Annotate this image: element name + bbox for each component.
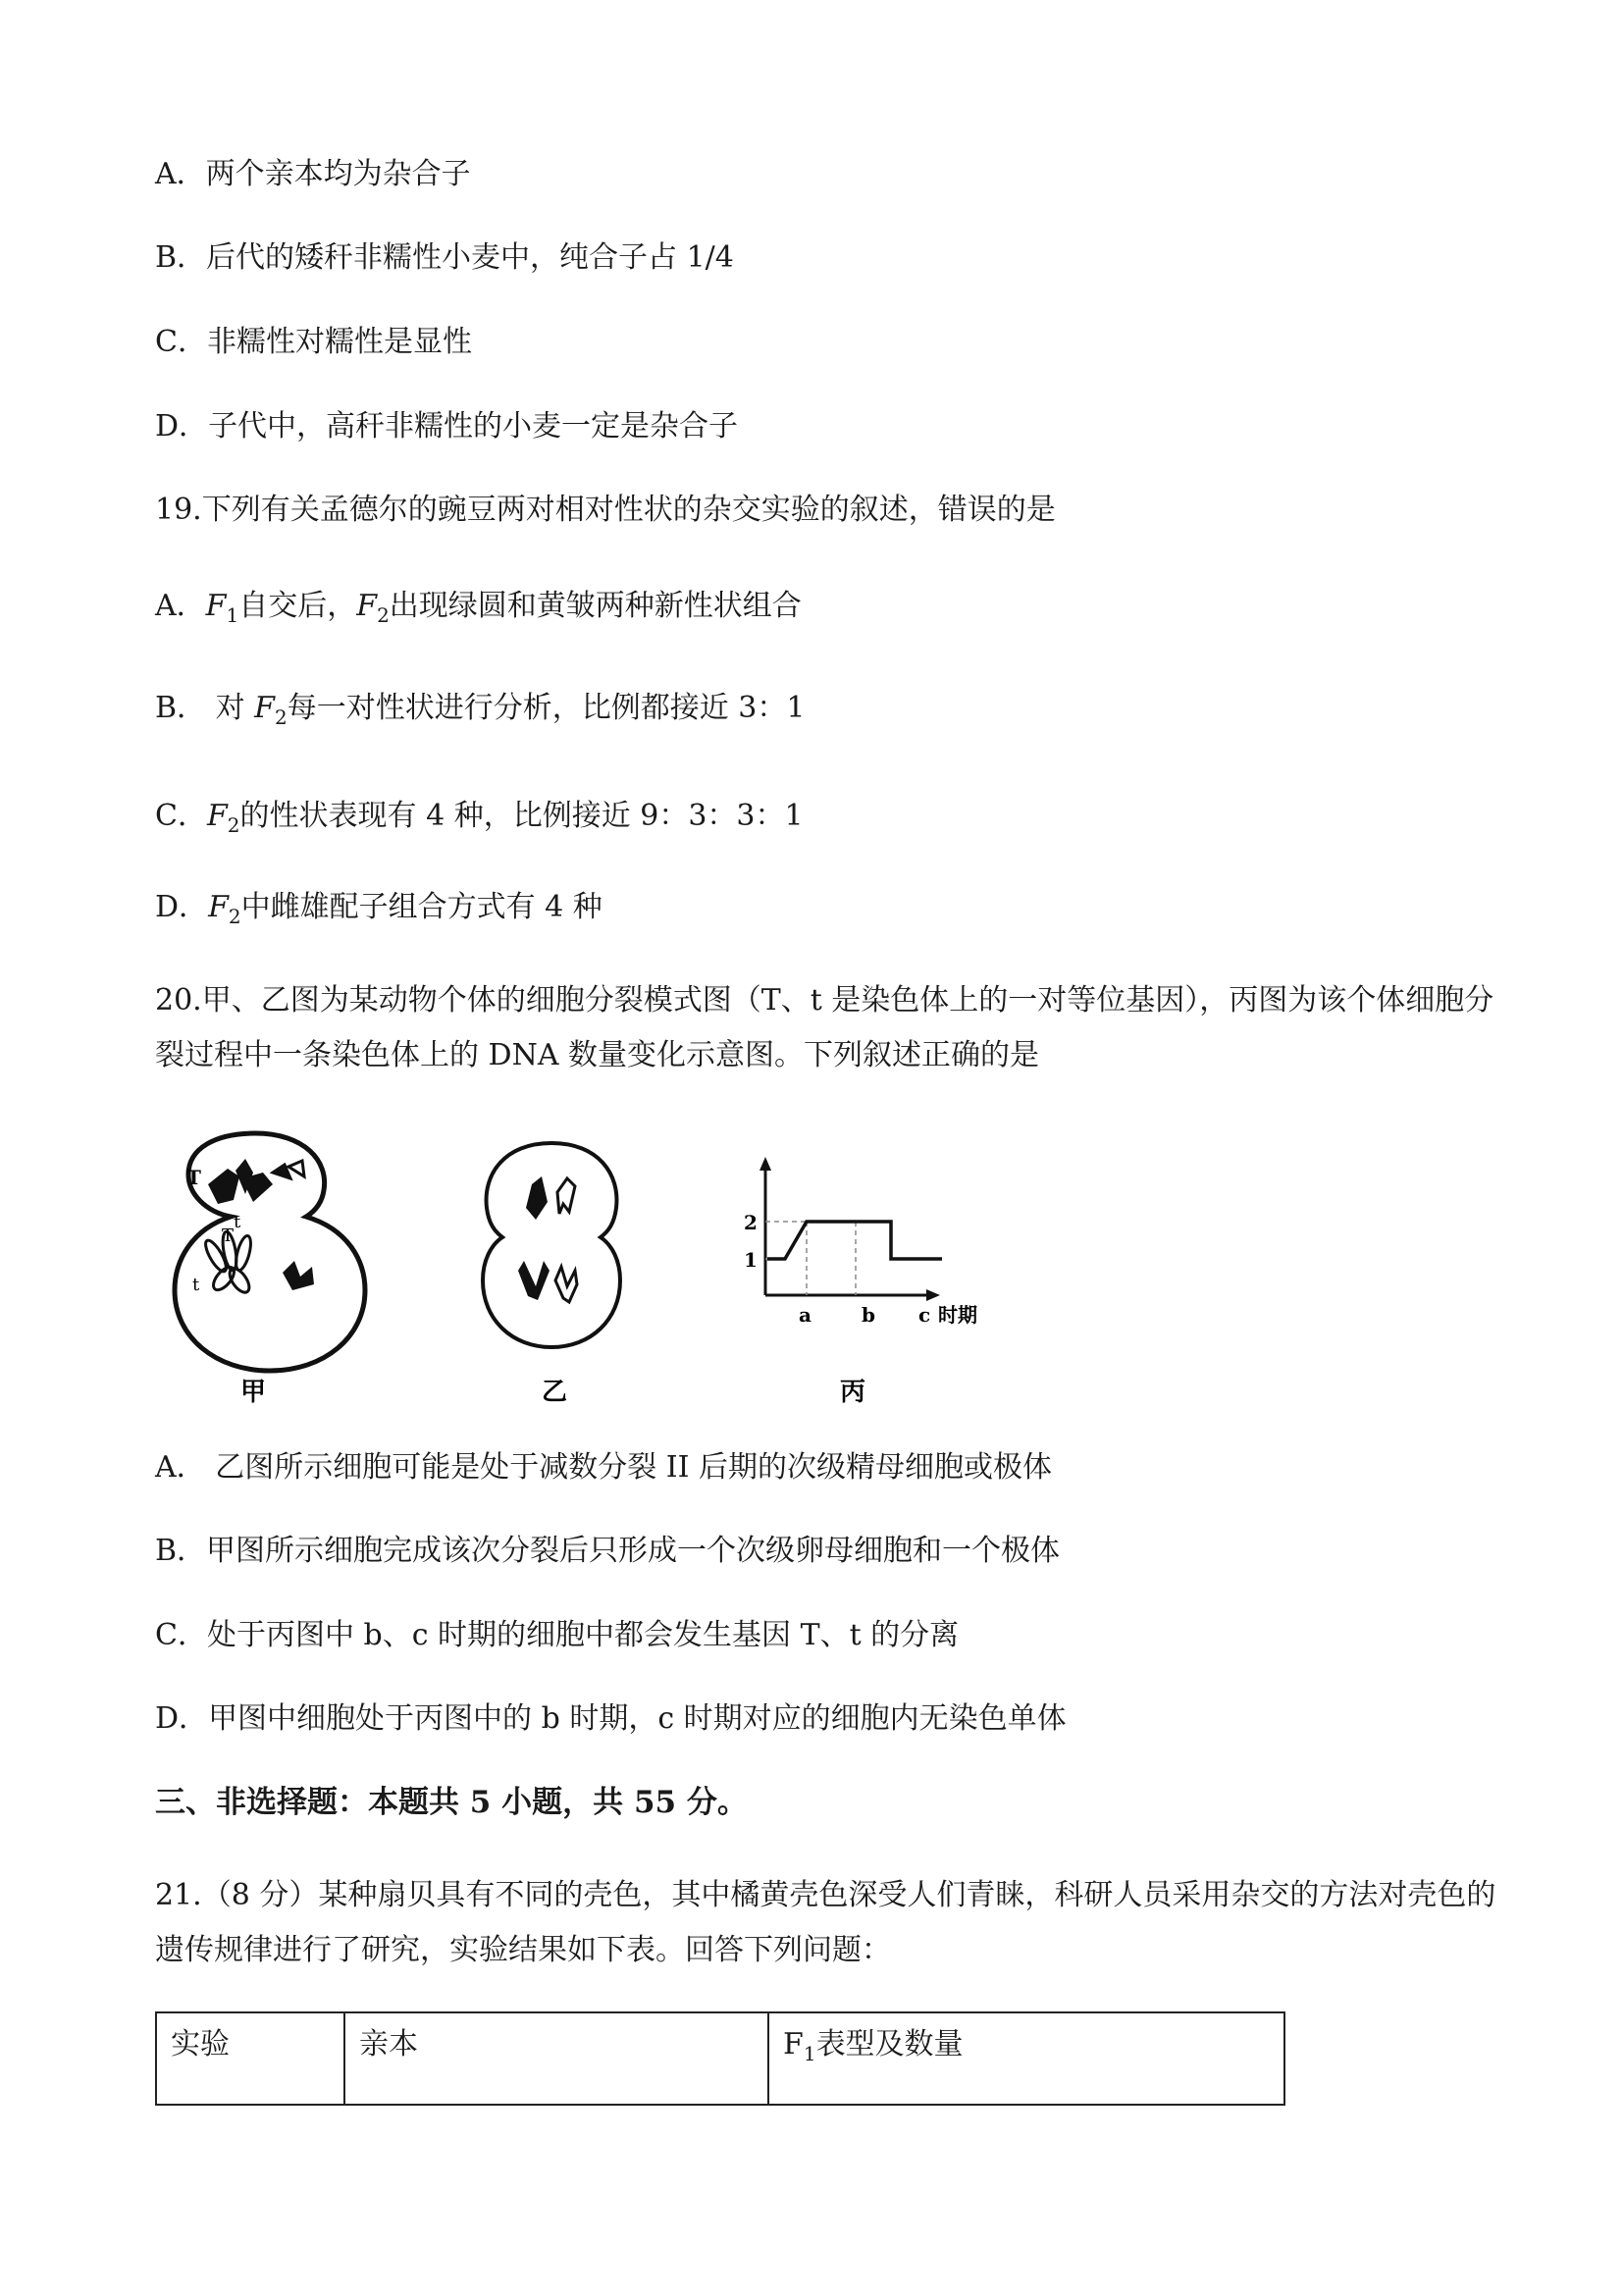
dna-curve	[767, 1222, 942, 1259]
q19-option-b: B． 对 $F_2$每一对性状进行分析，比例都接近 3：1	[155, 691, 806, 729]
q21-stem-line1: 21.（8 分）某种扇贝具有不同的壳色，其中橘黄壳色深受人们青睐，科研人员采用杂交的方法对壳色的	[155, 1878, 1496, 1912]
x-axis-arrow	[926, 1289, 940, 1301]
q21-table	[155, 2011, 1285, 2106]
gene-label-t-lower: t	[192, 1275, 200, 1295]
q18-option-c: C．非糯性对糯性是显性	[155, 325, 472, 359]
f2-symbol: $F_2$	[206, 799, 240, 837]
graph-bing	[744, 1157, 977, 1407]
section-3-title: 三、非选择题：本题共 5 小题，共 55 分。	[155, 1785, 748, 1820]
chromosome-lower-right	[283, 1261, 314, 1290]
caption-jia: 甲	[240, 1378, 267, 1407]
q20-figure	[147, 1114, 1030, 1408]
q20-stem-line1: 20.甲、乙图为某动物个体的细胞分裂模式图（T、t 是染色体上的一对等位基因），丙图为该个体细胞分	[155, 983, 1494, 1018]
q20-option-d: D．甲图中细胞处于丙图中的 b 时期，c 时期对应的细胞内无染色单体	[155, 1701, 1067, 1736]
gene-label-T-lower: T	[222, 1226, 235, 1246]
cell-yi	[483, 1143, 620, 1407]
y-axis-arrow	[759, 1157, 771, 1171]
gene-label-T-upper: T	[186, 1166, 201, 1189]
x-tick-c: c	[918, 1303, 931, 1327]
cell-jia	[175, 1133, 365, 1407]
y-tick-1: 1	[744, 1248, 758, 1272]
f2-symbol: $F_2$	[356, 589, 390, 627]
table-header-row	[156, 2012, 1284, 2105]
header-experiment: 实验	[156, 2012, 344, 2105]
f2-symbol: $F_2$	[208, 890, 241, 928]
q19-stem: 19.下列有关孟德尔的豌豆两对相对性状的杂交实验的叙述，错误的是	[155, 493, 1056, 527]
q20-option-b: B．甲图所示细胞完成该次分裂后只形成一个次级卵母细胞和一个极体	[155, 1534, 1061, 1568]
q21-stem-line2: 遗传规律进行了研究，实验结果如下表。回答下列问题：	[155, 1933, 891, 1967]
x-axis-label: 时期	[938, 1303, 977, 1327]
header-f1-phenotype: $F_1$表型及数量	[768, 2012, 1284, 2105]
f1-symbol: $F_1$	[205, 589, 239, 627]
q19-option-a: A．$F_1$自交后，$F_2$出现绿圆和黄皱两种新性状组合	[155, 589, 802, 627]
q20-option-a: A． 乙图所示细胞可能是处于减数分裂 II 后期的次级精母细胞或极体	[155, 1450, 1052, 1485]
chromosome-yi-bottom-white	[555, 1267, 577, 1302]
f2-symbol: $F_2$	[254, 691, 288, 729]
chromosome-upper-right	[273, 1161, 304, 1178]
chromosome-yi-top-white	[557, 1178, 575, 1214]
chromosome-upper-left	[208, 1159, 273, 1204]
q19-option-d: D．$F_2$中雌雄配子组合方式有 4 种	[155, 890, 602, 928]
q20-stem-line2: 裂过程中一条染色体上的 DNA 数量变化示意图。下列叙述正确的是	[155, 1038, 1040, 1072]
chromosome-yi-top-black	[526, 1176, 548, 1220]
x-tick-a: a	[799, 1303, 812, 1327]
q18-option-d: D．子代中，高秆非糯性的小麦一定是杂合子	[155, 409, 739, 444]
q18-option-a: A．两个亲本均为杂合子	[155, 157, 471, 191]
y-tick-2: 2	[744, 1211, 758, 1234]
q19-option-c: C．$F_2$的性状表现有 4 种，比例接近 9：3：3：1	[155, 799, 804, 837]
q20-option-c: C．处于丙图中 b、c 时期的细胞中都会发生基因 T、t 的分离	[155, 1618, 960, 1652]
chromosome-yi-bottom-black	[518, 1261, 550, 1300]
header-parents: 亲本	[344, 2012, 768, 2105]
gene-label-t-upper: t	[234, 1212, 241, 1232]
caption-bing: 丙	[840, 1378, 866, 1407]
caption-yi: 乙	[542, 1378, 568, 1407]
x-tick-b: b	[862, 1303, 875, 1327]
q18-option-b: B．后代的矮秆非糯性小麦中，纯合子占 1/4	[155, 240, 734, 275]
